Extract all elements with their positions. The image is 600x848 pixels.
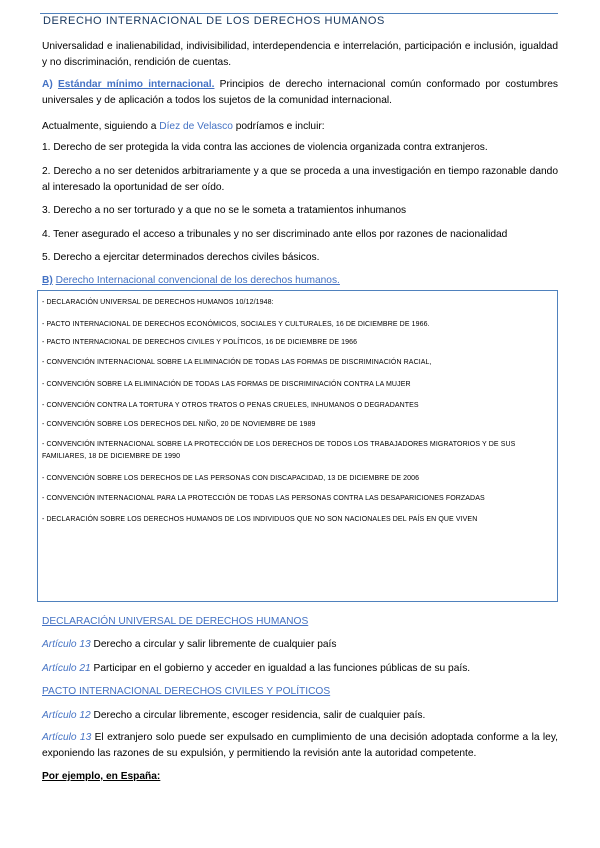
list-item: 5. Derecho a ejercitar determinados derechos civiles básicos. bbox=[42, 252, 320, 263]
article-text: Derecho a circular y salir libremente de cualquier país bbox=[90, 639, 337, 650]
article-label: Artículo 13 bbox=[42, 732, 92, 743]
section-b-heading bbox=[42, 273, 558, 289]
pidcp-heading-paragraph bbox=[42, 684, 558, 700]
author-name: Díez de Velasco bbox=[159, 121, 233, 132]
dudh-heading-paragraph bbox=[42, 614, 558, 630]
treaty-item: - CONVENCIÓN INTERNACIONAL SOBRE LA ELIMINACIÓN DE TODAS LAS FORMAS DE DISCRIMINACIÓN RACIAL, bbox=[42, 359, 432, 366]
treaties-box bbox=[37, 290, 558, 602]
header-rule bbox=[40, 13, 558, 14]
list-item: 2. Derecho a no ser detenidos arbitrariamente y a que se proceda a una investigación en tiempo razonable dando al interesado la oportunidad de ser oído. bbox=[42, 166, 558, 193]
section-a-text: Principios de derecho internacional común conformado por costumbres universales y de aplicación a todos los sujetos de la comunidad internacional. bbox=[42, 79, 558, 106]
example-heading-paragraph bbox=[42, 769, 558, 785]
treaty-item: - CONVENCIÓN CONTRA LA TORTURA Y OTROS TRATOS O PENAS CRUELES, INHUMANOS O DEGRADANTES bbox=[42, 402, 419, 409]
article-text: El extranjero solo puede ser expulsado en cumplimiento de una decisión adoptada conforme a la ley, exponiendo las razones de su expulsión, y permitiendo la revisión ante la autoridad competente. bbox=[42, 732, 558, 759]
article-label: Artículo 12 bbox=[42, 710, 91, 721]
intro-paragraph: Universalidad e inalienabilidad, indivisibilidad, interdependencia e interrelación, participación e inclusión, igualdad y no discriminación, rendición de cuentas. bbox=[42, 41, 558, 68]
treaty-item: - CONVENCIÓN INTERNACIONAL PARA LA PROTECCIÓN DE TODAS LAS PERSONAS CONTRA LAS DESAPARICIONES FORZADAS bbox=[42, 495, 485, 502]
dudh-article bbox=[42, 637, 558, 653]
actualmente-after: podríamos e incluir: bbox=[232, 121, 325, 132]
dudh-heading[interactable]: DECLARACIÓN UNIVERSAL DE DERECHOS HUMANOS bbox=[42, 616, 309, 627]
actualmente-paragraph bbox=[42, 119, 558, 135]
treaty-item: - CONVENCIÓN INTERNACIONAL SOBRE LA PROTECCIÓN DE LOS DERECHOS DE TODOS LOS TRABAJADORES MIGRATORIOS Y DE SUS FAMILIARES, 18 DE DICIEMBRE DE 1990 bbox=[42, 441, 516, 460]
treaty-item: - DECLARACIÓN UNIVERSAL DE DERECHOS HUMANOS 10/12/1948: bbox=[42, 299, 274, 306]
actualmente-before: Actualmente, siguiendo a bbox=[42, 121, 160, 132]
article-text: Derecho a circular libremente, escoger residencia, salir de cualquier país. bbox=[90, 710, 426, 721]
dudh-article bbox=[42, 661, 558, 677]
section-a-title[interactable]: Estándar mínimo internacional. bbox=[57, 79, 215, 90]
pidcp-article bbox=[42, 708, 558, 724]
document-title: DERECHO INTERNACIONAL DE LOS DERECHOS HUMANOS bbox=[43, 15, 385, 27]
pidcp-heading[interactable]: PACTO INTERNACIONAL DERECHOS CIVILES Y POLÍTICOS bbox=[42, 686, 331, 697]
section-a-paragraph bbox=[42, 77, 558, 109]
article-label: Artículo 21 bbox=[42, 663, 91, 674]
list-item: 1. Derecho de ser protegida la vida contra las acciones de violencia organizada contra extranjeros. bbox=[42, 142, 488, 153]
treaty-item: - DECLARACIÓN SOBRE LOS DERECHOS HUMANOS DE LOS INDIVIDUOS QUE NO SON NACIONALES DEL PAÍS EN QUE VIVEN bbox=[42, 516, 478, 523]
treaty-item: - CONVENCIÓN SOBRE LA ELIMINACIÓN DE TODAS LAS FORMAS DE DISCRIMINACIÓN CONTRA LA MUJER bbox=[42, 381, 411, 388]
treaty-item: - CONVENCIÓN SOBRE LOS DERECHOS DE LAS PERSONAS CON DISCAPACIDAD, 13 DE DICIEMBRE DE 2006 bbox=[42, 475, 420, 482]
section-a-marker: A) bbox=[42, 79, 53, 90]
treaty-item: - PACTO INTERNACIONAL DE DERECHOS CIVILES Y POLÍTICOS, 16 DE DICIEMBRE DE 1966 bbox=[42, 339, 358, 346]
section-b-marker: B) bbox=[42, 275, 53, 286]
article-label: Artículo 13 bbox=[42, 639, 91, 650]
treaty-item: - PACTO INTERNACIONAL DE DERECHOS ECONÓMICOS, SOCIALES Y CULTURALES, 16 DE DICIEMBRE DE 1966. bbox=[42, 321, 430, 328]
example-heading: Por ejemplo, en España: bbox=[42, 771, 161, 782]
section-b-title[interactable]: Derecho Internacional convencional de los derechos humanos. bbox=[55, 275, 340, 286]
pidcp-article bbox=[42, 730, 558, 762]
list-item: 3. Derecho a no ser torturado y a que no se le someta a tratamientos inhumanos bbox=[42, 205, 407, 216]
article-text: Participar en el gobierno y acceder en igualdad a las funciones públicas de su país. bbox=[90, 663, 471, 674]
list-item: 4. Tener asegurado el acceso a tribunales y no ser discriminado ante ellos por razones de nacionalidad bbox=[42, 229, 508, 240]
treaty-item: - CONVENCIÓN SOBRE LOS DERECHOS DEL NIÑO, 20 DE NOVIEMBRE DE 1989 bbox=[42, 421, 316, 428]
